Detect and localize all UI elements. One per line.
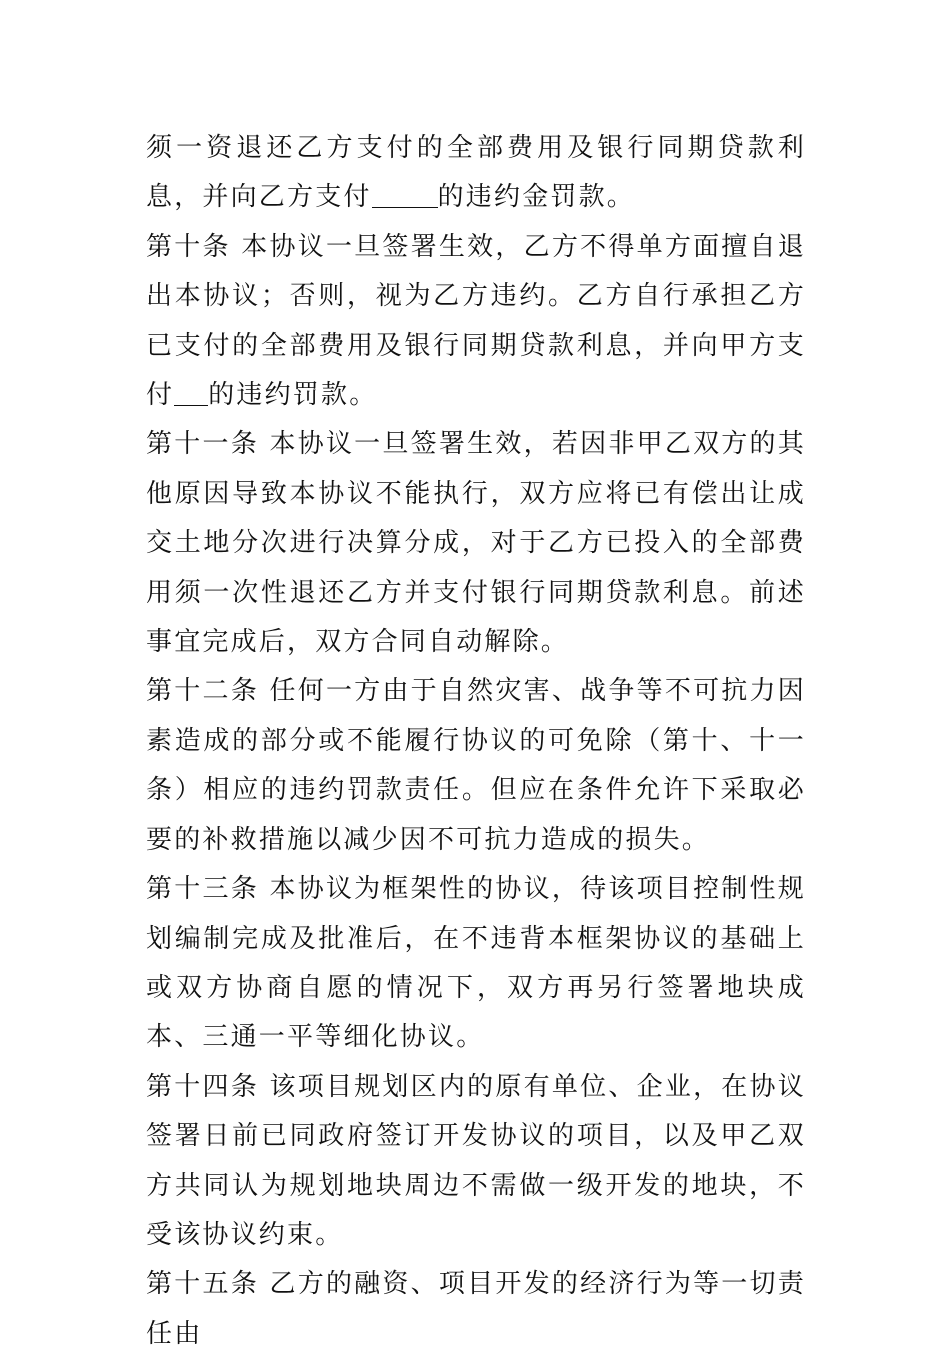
paragraph-text: 须一资退还乙方支付的全部费用及银行同期贷款利息，并向乙方支付 <box>146 133 806 213</box>
paragraph-article-10 <box>146 223 806 421</box>
fill-in-blank <box>174 379 208 406</box>
fill-in-blank <box>372 181 438 208</box>
paragraph-text: 第十条 本协议一旦签署生效，乙方不得单方面擅自退出本协议；否则，视为乙方违约。乙方自行承担乙方已支付的全部费用及银行同期贷款利息，并向甲方支付 <box>146 231 806 411</box>
paragraph-article-13: 第十三条 本协议为框架性的协议，待该项目控制性规划编制完成及批准后，在不违背本框架协议的基础上或双方协商自愿的情况下，双方再另行签署地块成本、三通一平等细化协议。 <box>146 874 806 1053</box>
paragraph-article-12: 第十二条 任何一方由于自然灾害、战争等不可抗力因素造成的部分或不能履行协议的可免除（第十、十一条）相应的违约罚款责任。但应在条件允许下采取必要的补救措施以减少因不可抗力造成的损失。 <box>146 676 806 855</box>
paragraph-penalty-clause-continuation <box>146 124 806 223</box>
paragraph-article-15: 第十五条 乙方的融资、项目开发的经济行为等一切责任由 <box>146 1269 806 1349</box>
document-body <box>146 124 806 1359</box>
paragraph-article-11: 第十一条 本协议一旦签署生效，若因非甲乙双方的其他原因导致本协议不能执行，双方应将已有偿出让成交土地分次进行决算分成，对于乙方已投入的全部费用须一次性退还乙方并支付银行同期贷款利息。前述事宜完成后，双方合同自动解除。 <box>146 429 806 658</box>
paragraph-text: 的违约罚款。 <box>208 380 378 411</box>
paragraph-text: 的违约金罚款。 <box>437 182 636 213</box>
paragraph-article-14: 第十四条 该项目规划区内的原有单位、企业，在协议签署日前已同政府签订开发协议的项目，以及甲乙双方共同认为规划地块周边不需做一级开发的地块，不受该协议约束。 <box>146 1071 806 1250</box>
